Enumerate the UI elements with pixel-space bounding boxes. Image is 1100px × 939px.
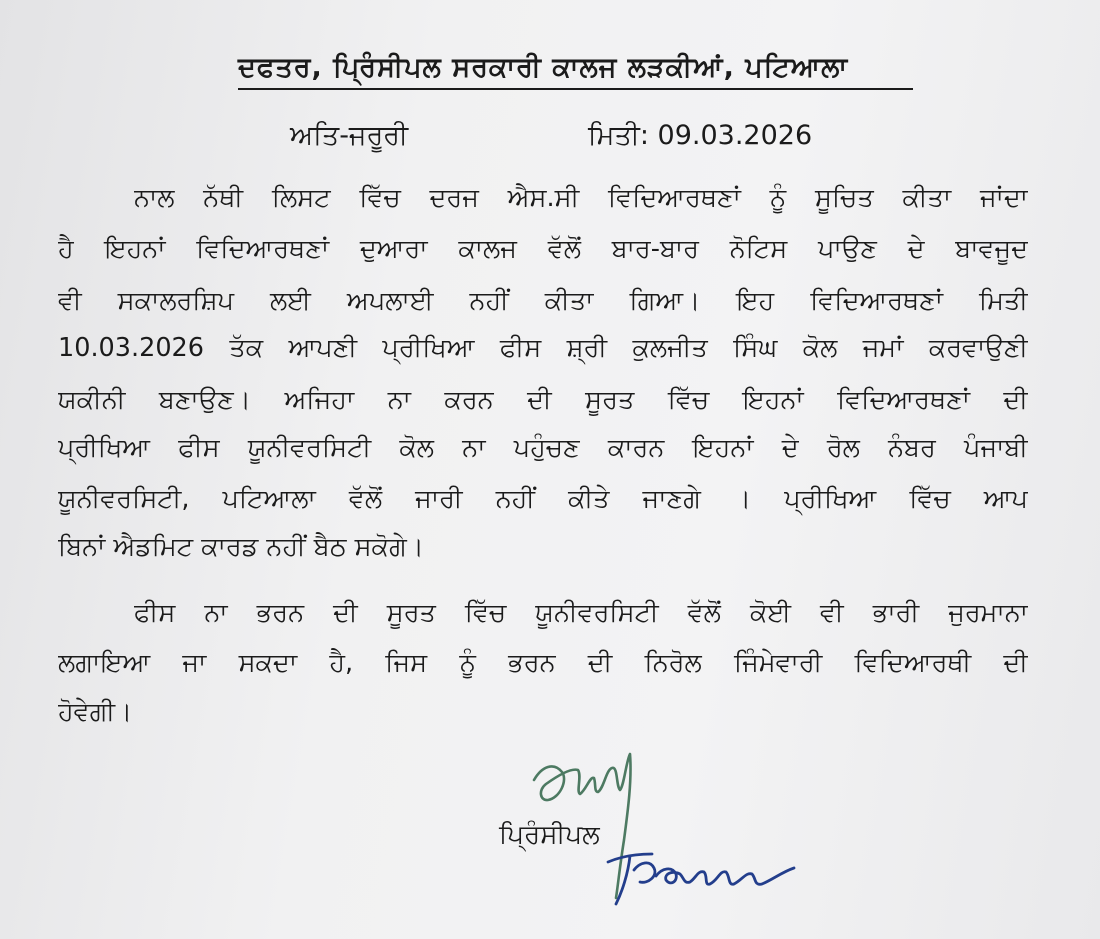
paragraph-2-line: ਹੋਵੇਗੀ। [58,697,133,727]
paragraph-1-line: 10.03.2026 ਤੱਕ ਆਪਣੀ ਪ੍ਰੀਖਿਆ ਫੀਸ ਸ਼੍ਰੀ ਕੁਲਜੀਤ ਸਿੰਘ ਕੋਲ ਜਮਾਂ ਕਰਵਾਉਣੀ [58,333,1028,363]
paragraph-2-line: ਲਗਾਇਆ ਜਾ ਸਕਦਾ ਹੈ, ਜਿਸ ਨੂੰ ਭਰਨ ਦੀ ਨਿਰੋਲ ਜਿੰਮੇਵਾਰੀ ਵਿਦਿਆਰਥੀ ਦੀ [58,648,1028,678]
paragraph-1-line: ਵੀ ਸਕਾਲਰਸ਼ਿਪ ਲਈ ਅਪਲਾਈ ਨਹੀਂ ਕੀਤਾ ਗਿਆ। ਇਹ ਵਿਦਿਆਰਥਣਾਂ ਮਿਤੀ [58,286,1028,316]
notice-date: ਮਿਤੀ: 09.03.2026 [588,120,813,151]
signature-scrawl-blue [600,840,800,910]
paragraph-1-line: ਹੈ ਇਹਨਾਂ ਵਿਦਿਆਰਥਣਾਂ ਦੁਆਰਾ ਕਾਲਜ ਵੱਲੋਂ ਬਾਰ-ਬਾਰ ਨੋਟਿਸ ਪਾਉਣ ਦੇ ਬਾਵਜੂਦ [58,234,1028,264]
urgency-label: ਅਤਿ-ਜਰੂਰੀ [290,120,409,151]
paragraph-1-line: ਬਿਨਾਂ ਐਡਮਿਟ ਕਾਰਡ ਨਹੀਂ ਬੈਠ ਸਕੋਗੇ। [58,532,424,562]
paragraph-1-line: ਪ੍ਰੀਖਿਆ ਫੀਸ ਯੂਨੀਵਰਸਿਟੀ ਕੋਲ ਨਾ ਪਹੁੰਚਣ ਕਾਰਨ ਇਹਨਾਂ ਦੇ ਰੋਲ ਨੰਬਰ ਪੰਜਾਬੀ [58,433,1028,463]
paragraph-2-line: ਫੀਸ ਨਾ ਭਰਨ ਦੀ ਸੂਰਤ ਵਿੱਚ ਯੂਨੀਵਰਸਿਟੀ ਵੱਲੋਂ ਕੋਈ ਵੀ ਭਾਰੀ ਜੁਰਮਾਨਾ [134,598,1028,628]
office-heading: ਦਫਤਰ, ਪ੍ਰਿੰਸੀਪਲ ਸਰਕਾਰੀ ਕਾਲਜ ਲੜਕੀਆਂ, ਪਟਿਆਲਾ [238,48,913,90]
paragraph-1-line: ਨਾਲ ਨੱਥੀ ਲਿਸਟ ਵਿੱਚ ਦਰਜ ਐਸ.ਸੀ ਵਿਦਿਆਰਥਣਾਂ ਨੂੰ ਸੂਚਿਤ ਕੀਤਾ ਜਾਂਦਾ [134,183,1028,213]
principal-signatory: ਪ੍ਰਿੰਸੀਪਲ [499,820,600,850]
paragraph-1-line: ਯਕੀਨੀ ਬਣਾਉਣ। ਅਜਿਹਾ ਨਾ ਕਰਨ ਦੀ ਸੂਰਤ ਵਿੱਚ ਇਹਨਾਂ ਵਿਦਿਆਰਥਣਾਂ ਦੀ [58,385,1028,415]
paragraph-1-line: ਯੂਨੀਵਰਸਿਟੀ, ਪਟਿਆਲਾ ਵੱਲੋਂ ਜਾਰੀ ਨਹੀਂ ਕੀਤੇ ਜਾਣਗੇ । ਪ੍ਰੀਖਿਆ ਵਿੱਚ ਆਪ [58,484,1028,514]
